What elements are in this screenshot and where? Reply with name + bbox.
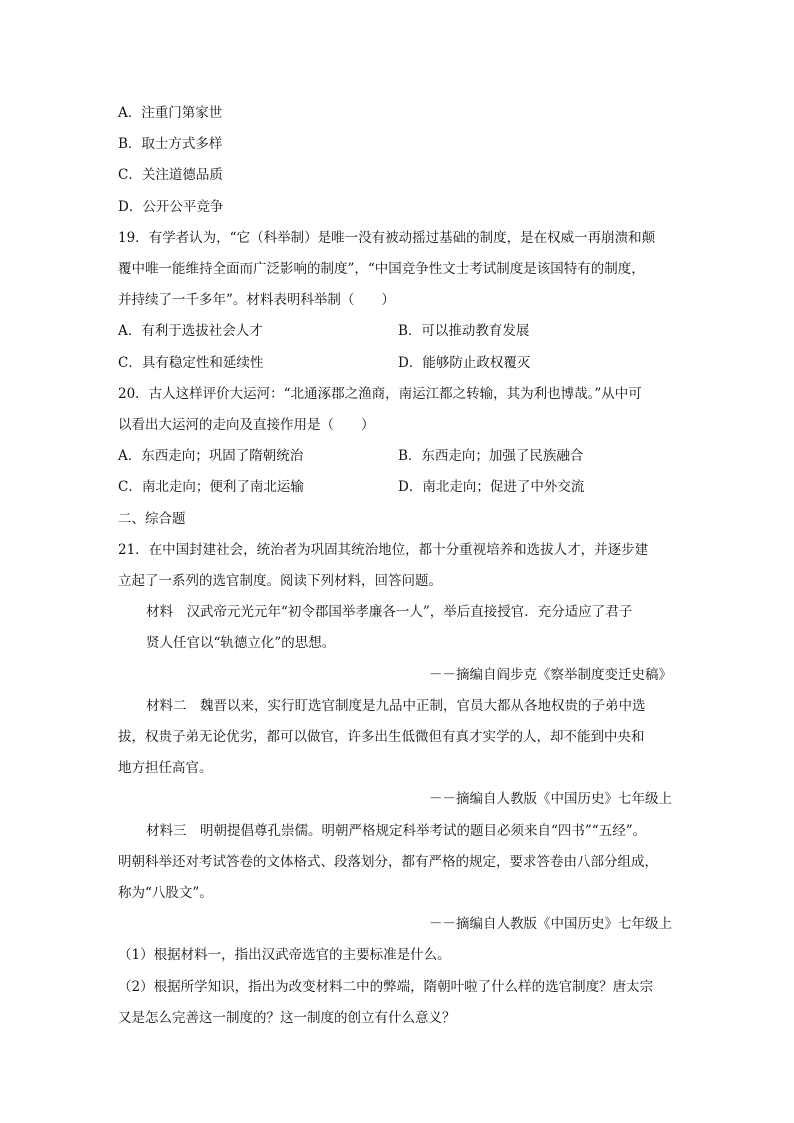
q19-stem-line2: 覆中唯一能维持全面而广泛影响的制度”，“中国竞争性文士考试制度是该国特有的制度，	[118, 261, 645, 277]
q18-option-c: C．关注道德品质	[118, 167, 223, 183]
section-title: 二、综合题	[118, 511, 186, 527]
q21-sub1: （1）根据材料一，指出汉武帝选官的主要标准是什么。	[118, 947, 451, 963]
material2-source: －－摘编自人教版《中国历史》七年级上	[429, 791, 672, 807]
q20-option-a: A．东西走向；巩固了隋朝统治	[118, 448, 304, 464]
q21-stem-line2: 立起了一系列的选官制度。阅读下列材料，回答问题。	[118, 573, 442, 589]
material2-line2: 拔，权贵子弟无论优劣，都可以做官，许多出生低微但有真才实学的人，却不能到中央和	[118, 729, 645, 745]
material3-line2: 明朝科举还对考试答卷的文体格式、段落划分，都有严格的规定，要求答卷由八部分组成，	[118, 854, 658, 870]
q21-sub2-line1: （2）根据所学知识，指出为改变材料二中的弊端，隋朝叶啦了什么样的选官制度？唐太宗	[118, 979, 654, 995]
q20-option-d: D．南北走向；促进了中外交流	[398, 479, 585, 495]
q20-stem-line1: 20．古人这样评价大运河：“北通涿郡之渔商，南运江都之转输，其为利也博哉。”从中可	[118, 386, 642, 402]
material1-line2: 贤人任官以“轨德立化”的思想。	[146, 635, 336, 651]
q20-stem-line2: 以看出大运河的走向及直接作用是（ ）	[118, 417, 375, 433]
q19-stem-line1: 19．有学者认为，“它（科举制）是唯一没有被动摇过基础的制度，是在权威一再崩溃和颠	[118, 230, 656, 246]
material3-line1: 材料三 明朝提倡尊孔崇儒。明朝严格规定科举考试的题目必须来自“四书”“五经”。	[146, 823, 647, 839]
q19-stem-line3: 并持续了一千多年”。材料表明科举制（ ）	[118, 292, 395, 308]
q19-option-a: A．有利于选拔社会人才	[118, 323, 263, 339]
q21-sub2-line2: 又是怎么完善这一制度的？这一制度的创立有什么意义？	[118, 1010, 456, 1026]
q20-option-b: B．东西走向；加强了民族融合	[398, 448, 584, 464]
material2-line3: 地方担任高官。	[118, 760, 213, 776]
q18-option-b: B．取士方式多样	[118, 136, 223, 152]
material1-source: －－摘编自阎步克《察举制度变迁史稿》	[429, 667, 672, 683]
q18-option-a: A．注重门第家世	[118, 105, 223, 121]
material2-line1: 材料二 魏晋以来，实行盯选官制度是九品中正制，官员大都从各地权贵的子弟中选	[146, 698, 646, 714]
material1-line1: 材料 汉武帝元光元年“初令郡国举孝廉各一人”，举后直接授官．充分适应了君子	[146, 604, 633, 620]
q19-option-b: B．可以推动教育发展	[398, 323, 530, 339]
q21-stem-line1: 21．在中国封建社会，统治者为巩固其统治地位，都十分重视培养和选拔人才，并逐步建	[118, 542, 649, 558]
material3-line3: 称为“八股文”。	[118, 885, 213, 901]
q20-option-c: C．南北走向；便利了南北运输	[118, 479, 304, 495]
q19-option-c: C．具有稳定性和延续性	[118, 355, 264, 371]
q18-option-d: D．公开公平竞争	[118, 199, 224, 215]
q19-option-d: D．能够防止政权覆灭	[398, 355, 531, 371]
material3-source: －－摘编自人教版《中国历史》七年级上	[429, 916, 672, 932]
